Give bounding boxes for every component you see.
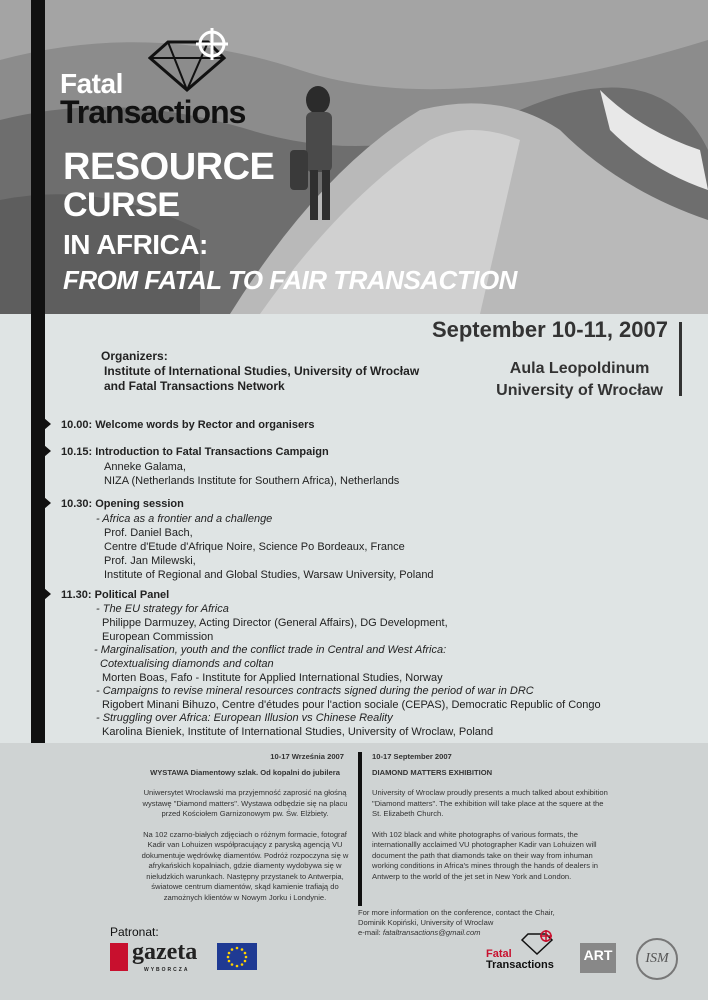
agenda-line: Prof. Jan Milewski, bbox=[104, 555, 196, 567]
text-line: nieludzkich warunkach. Następny przystanek to Antwerpia, bbox=[146, 871, 344, 881]
text-line: światowe centrum diamentów, skąd kamienie trafiają do bbox=[151, 882, 339, 891]
text-line: University of Wroclaw proudly presents a much talked about exhibition bbox=[372, 788, 608, 797]
text-line: zamożnych klientów w Nowym Jorku i Londynie. bbox=[163, 892, 327, 902]
agenda-line: - Africa as a frontier and a challenge bbox=[96, 513, 273, 525]
agenda-marker-icon bbox=[44, 445, 51, 457]
contact-email-label: e-mail: bbox=[358, 928, 383, 937]
agenda-marker-icon bbox=[44, 588, 51, 600]
agenda-line: European Commission bbox=[102, 631, 214, 643]
text-line: St. Elizabeth Church. bbox=[372, 809, 444, 818]
diamond-crosshair-icon bbox=[520, 930, 560, 956]
art-logo: ART bbox=[580, 943, 616, 973]
diamond-crosshair-icon bbox=[148, 28, 258, 98]
eu-flag-logo bbox=[217, 943, 257, 970]
logo-text-fatal: Fatal bbox=[60, 68, 123, 99]
agenda-line: Philippe Darmuzey, Acting Director (General Affairs), DG Development, bbox=[102, 617, 448, 629]
text-line: Kadir van Lohuizen współpracujący z paryską agencją VU bbox=[147, 840, 343, 849]
text-line: Uniwersytet Wrocławski ma przyjemność zaprosić na głośną bbox=[143, 788, 347, 797]
text-line: dokumentuje wędrówkę diamentów. Podróż rozpoczyna się w bbox=[141, 850, 349, 860]
logo-text-transactions: Transactions bbox=[60, 94, 246, 130]
text-line: document the path that diamonds take on their way from inhuman bbox=[372, 850, 593, 860]
organizers-block bbox=[101, 349, 419, 394]
agenda-line: Institute of Regional and Global Studies, Warsaw University, Poland bbox=[104, 569, 434, 581]
venue-line-2: University of Wrocław bbox=[496, 382, 663, 399]
gazeta-wyborcza-logo bbox=[110, 939, 198, 973]
contact-email-link[interactable]: fataltransactions@gmail.com bbox=[382, 928, 481, 937]
agenda-marker-icon bbox=[44, 418, 51, 430]
exhibition-pl-title: WYSTAWA Diamentowy szlak. Od kopalni do jubilera bbox=[150, 767, 340, 777]
organizers-label: Organizers: bbox=[101, 349, 168, 363]
text-line: przed Kościołem Garnizonowym pw. Św. Elżbiety. bbox=[161, 809, 329, 818]
text-line: With 102 black and white photographs of various formats, the bbox=[372, 829, 578, 839]
gazeta-red-block bbox=[110, 943, 128, 971]
text-line: Na 102 czarno-białych zdjęciach o różnym formacie, fotograf bbox=[143, 829, 347, 839]
organizers-line-2: and Fatal Transactions Network bbox=[104, 379, 285, 393]
organizers-line-1: Institute of International Studies, University of Wrocław bbox=[104, 364, 420, 378]
agenda-line: Prof. Daniel Bach, bbox=[104, 527, 193, 539]
title-line-2: CURSE bbox=[63, 186, 180, 224]
contact-line-1: For more information on the conference, contact the Chair, bbox=[358, 908, 555, 917]
agenda-line: - The EU strategy for Africa bbox=[96, 603, 229, 615]
event-venue bbox=[496, 358, 663, 402]
small-logo-text-fatal: Fatal bbox=[486, 948, 512, 960]
event-date: September 10-11, 2007 bbox=[431, 317, 668, 342]
agenda-line: - Campaigns to revise mineral resources contracts signed during the period of war in DRC bbox=[96, 685, 534, 697]
gazeta-logo-subtext: WYBORCZA bbox=[144, 967, 190, 973]
exhibition-en-p2 bbox=[372, 830, 632, 883]
gazeta-logo-text: gazeta bbox=[132, 939, 198, 965]
title-line-1: RESOURCE bbox=[63, 146, 275, 188]
agenda-line: Anneke Galama, bbox=[104, 461, 186, 473]
agenda-marker-icon bbox=[44, 497, 51, 509]
text-line: wystawę "Diamond matters". Wystawa odbędzie się na placu bbox=[142, 798, 348, 808]
text-line: internationallly acclaimed VU photographer Kadir van Lohuizen will bbox=[372, 840, 597, 849]
text-line: "Diamond matters". The exhibition will take place at the squere at the bbox=[372, 798, 604, 808]
patronat-label: Patronat: bbox=[110, 925, 159, 939]
venue-line-1: Aula Leopoldinum bbox=[509, 360, 650, 377]
agenda-session-2-head: 10.15: Introduction to Fatal Transactions Campaign bbox=[61, 446, 329, 458]
text-line: working conditions in Africa's mines through the hands of dealers in bbox=[372, 861, 599, 870]
agenda-line: Centre d'Etude d'Afrique Noire, Science Po Bordeaux, France bbox=[104, 541, 405, 553]
exhibition-pl bbox=[140, 752, 350, 903]
agenda-session-1-head: 10.00: Welcome words by Rector and organisers bbox=[61, 419, 315, 431]
agenda-session-4-head: 11.30: Political Panel bbox=[61, 589, 170, 601]
exhibition-en-p1 bbox=[372, 788, 632, 820]
agenda-session-3-head: 10.30: Opening session bbox=[61, 498, 184, 510]
exhibition-pl-date: 10-17 Września 2007 bbox=[270, 752, 344, 761]
exhibition-divider bbox=[358, 752, 362, 906]
eu-stars-icon bbox=[217, 943, 257, 970]
exhibition-en bbox=[372, 752, 632, 882]
title-line-3: IN AFRICA: bbox=[63, 229, 208, 260]
ism-logo: ISM bbox=[636, 938, 678, 980]
agenda-line: Rigobert Minani Bihuzo, Centre d'études pour l'action sociale (CEPAS), Democratic Republic of Congo bbox=[102, 699, 601, 711]
agenda-line: NIZA (Netherlands Institute for Southern Africa), Netherlands bbox=[104, 475, 400, 487]
agenda-line: - Struggling over Africa: European Illusion vs Chinese Reality bbox=[96, 712, 393, 724]
exhibition-en-date: 10-17 September 2007 bbox=[372, 752, 452, 761]
contact-line-2: Dominik Kopiński, University of Wroclaw bbox=[358, 918, 494, 927]
text-line: Antwerp to the world of the jet set in New York and London. bbox=[372, 871, 572, 881]
venue-divider-bar bbox=[679, 322, 682, 396]
exhibition-pl-p2 bbox=[140, 830, 350, 904]
agenda-line: Cotextualising diamonds and coltan bbox=[100, 658, 274, 670]
agenda-line: Karolina Bieniek, Institute of International Studies, University of Wroclaw, Poland bbox=[102, 726, 494, 738]
exhibition-en-title: DIAMOND MATTERS EXHIBITION bbox=[372, 767, 493, 777]
agenda-line: Morten Boas, Fafo - Institute for Applied International Studies, Norway bbox=[102, 672, 443, 684]
fatal-transactions-small-logo bbox=[486, 930, 566, 974]
text-line: afrykańskich kopalniach, gdzie diamenty wydobywa się w bbox=[148, 861, 342, 870]
exhibition-pl-p1 bbox=[140, 788, 350, 820]
agenda-line: - Marginalisation, youth and the conflict trade in Central and West Africa: bbox=[94, 644, 447, 656]
fatal-transactions-logo bbox=[60, 28, 260, 128]
title-line-4: FROM FATAL TO FAIR TRANSACTION bbox=[63, 265, 517, 295]
small-logo-text-transactions: Transactions bbox=[486, 959, 554, 971]
